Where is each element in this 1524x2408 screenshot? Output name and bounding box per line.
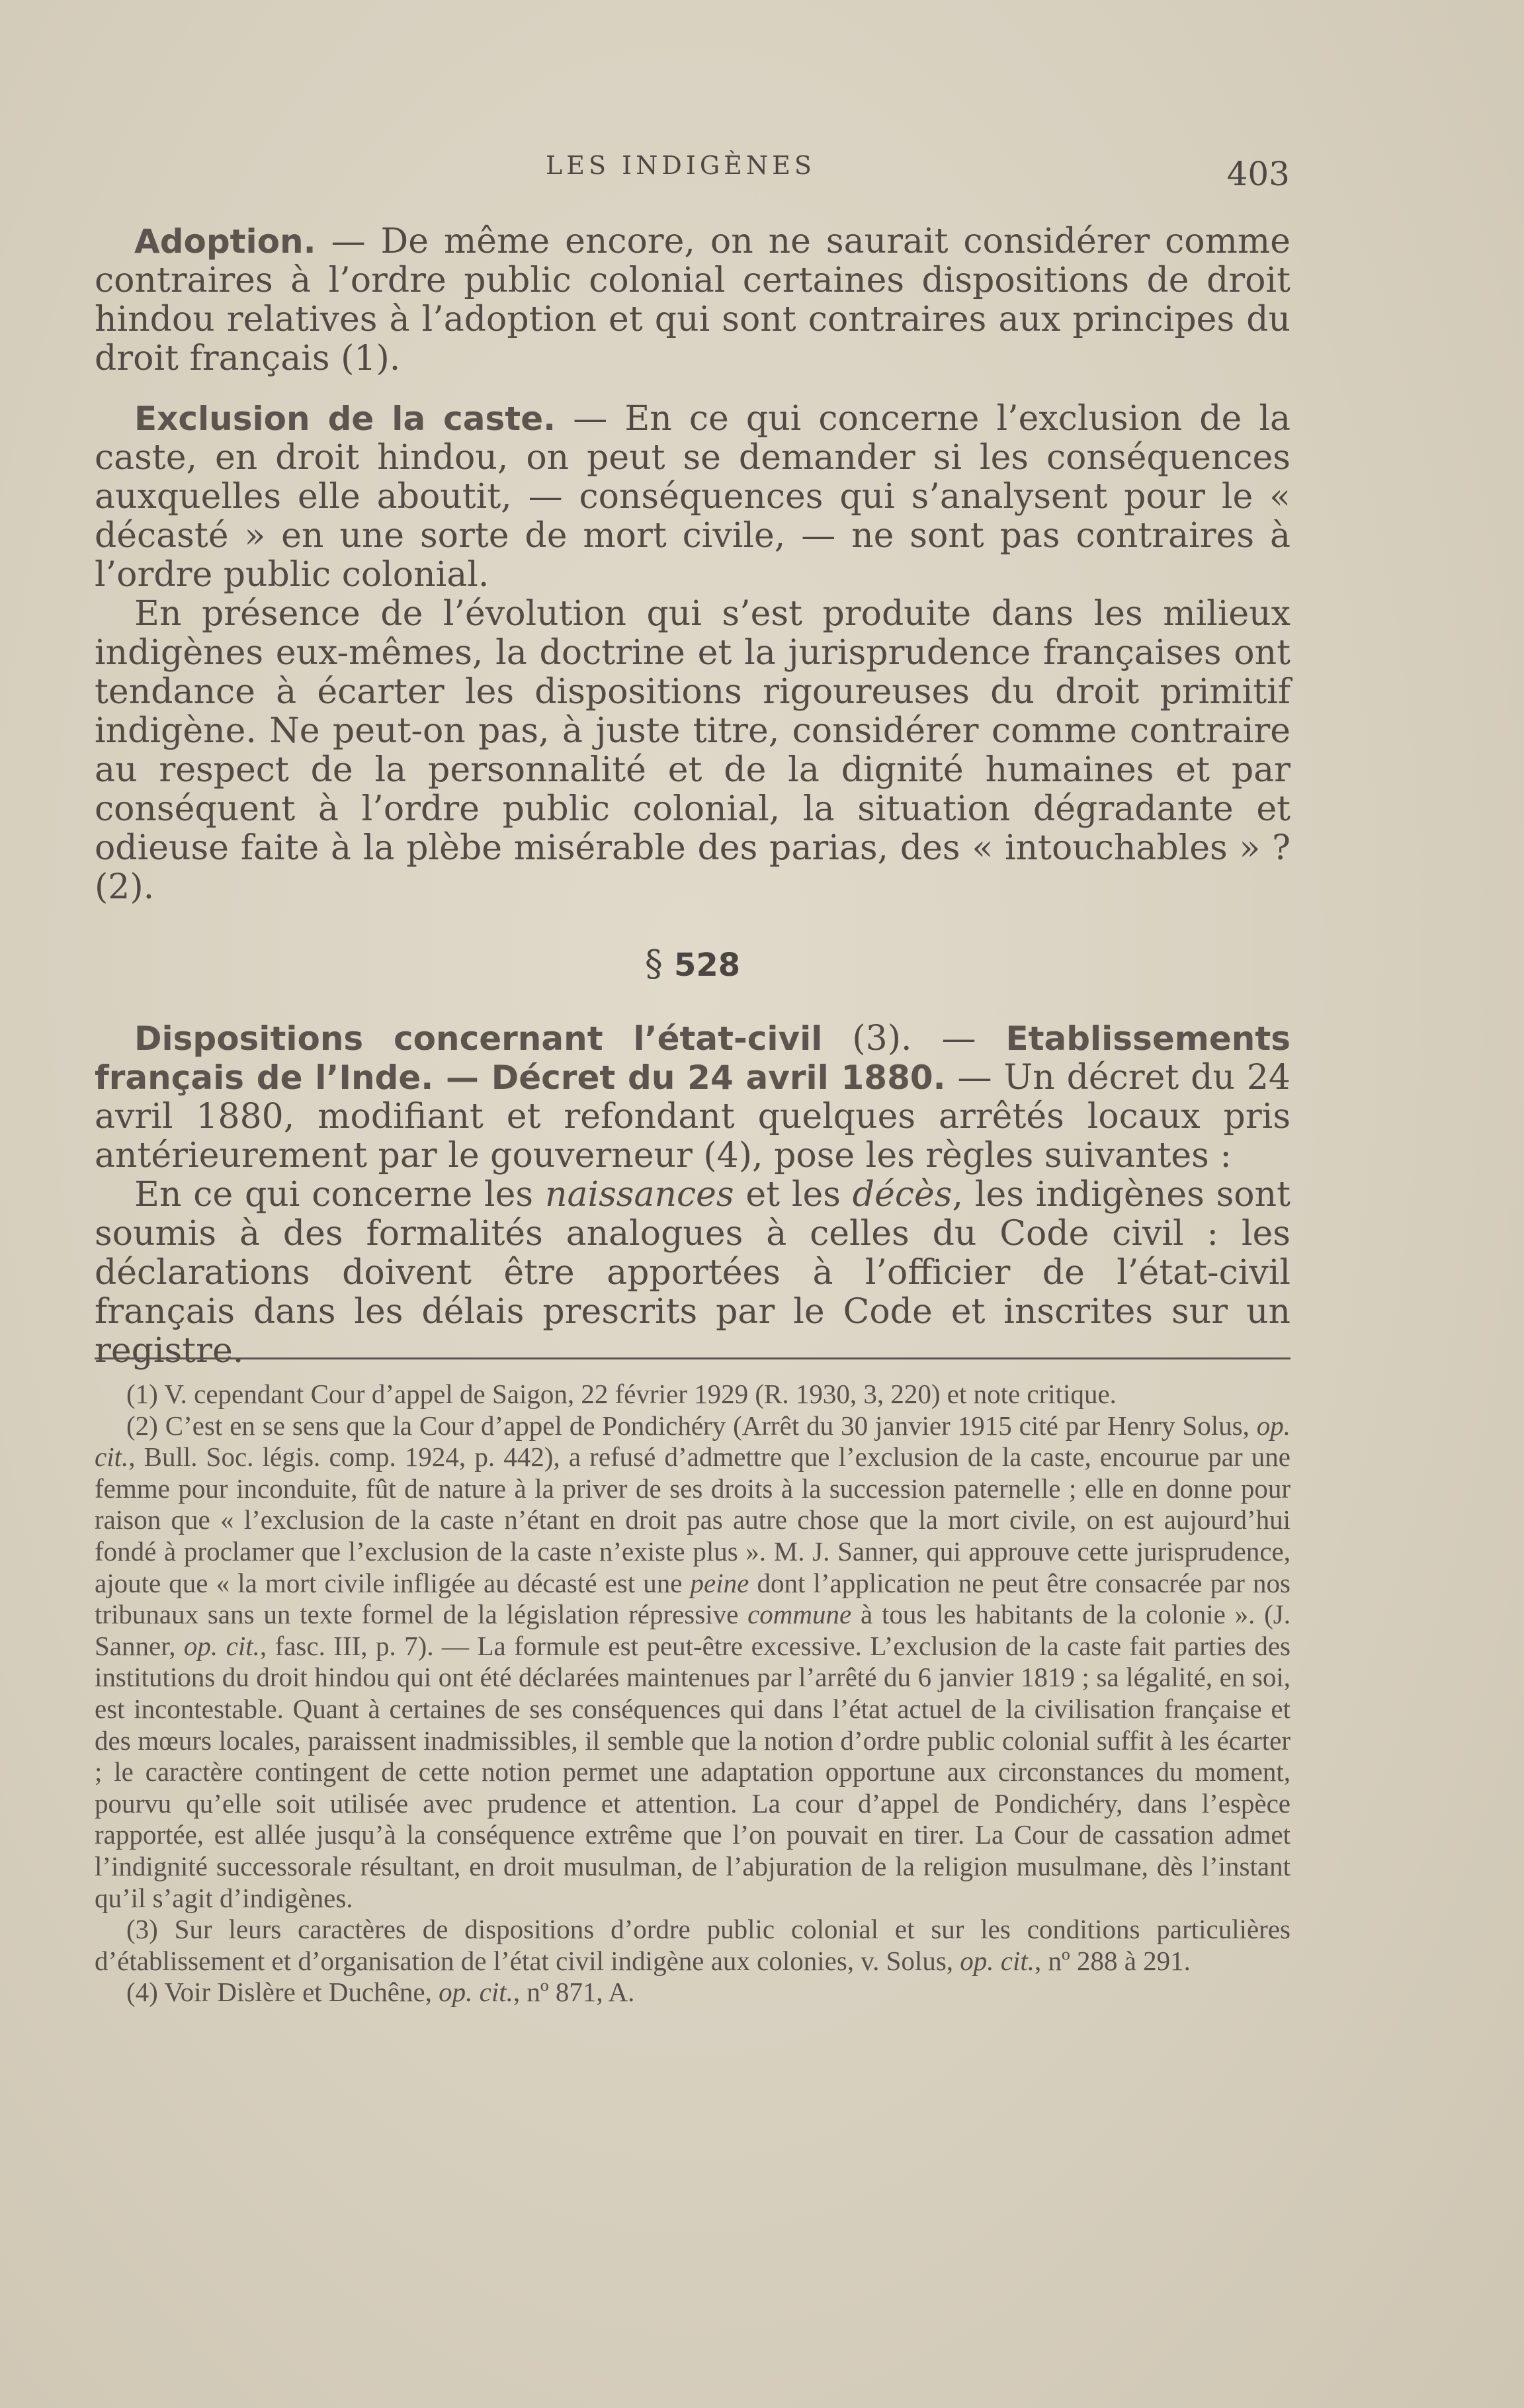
- italic-term: op. cit.: [95, 1410, 1291, 1473]
- heading-footnote-ref: (3). —: [822, 1019, 1006, 1058]
- text-run: dont l’application ne peut être consacrée par nos tribunaux sans un texte formel de la législation répressive: [95, 1567, 1291, 1630]
- footnote-1: (1) V. cependant Cour d’appel de Saigon, 22 février 1929 (R. 1930, 3, 220) et note critique.: [126, 1379, 1117, 1409]
- italic-term: décès: [852, 1175, 952, 1215]
- paragraph-evolution: En présence de l’évolution qui s’est produite dans les milieux indigènes eux-mêmes, la doctrine et la jurisprudence françaises ont tendance à écarter les dispositions rigoureuses du droit primitif indigène. Ne peut-on pas, à juste titre, considérer comme contraire au respect de la personnalité et de la dignité humaines et par conséquent à l’ordre public colonial, la situation dégradante et odieuse faite à la plèbe misérable des parias, des « intouchables » ? (2).: [95, 594, 1291, 907]
- text-run: et les: [734, 1175, 853, 1215]
- page-header: [96, 151, 1290, 191]
- footnote-4: [95, 1977, 1291, 2008]
- page-number: 403: [1226, 155, 1290, 193]
- text-run: , les indigènes sont soumis à des formalités analogues à celles du Code civil : les déclarations doivent être apportées à l’officier de l’état-civil français dans les délais prescrits par le Code et inscrites sur un registre.: [95, 1175, 1291, 1371]
- text-run: , nº 288 à 291.: [1035, 1945, 1191, 1976]
- paragraph-text: — De même encore, on ne saurait considérer comme contraires à l’ordre public colonial certaines dispositions de droit hindou relatives à l’adoption et qui sont contraires aux principes du droit français (1).: [95, 222, 1291, 378]
- footnote-3: [95, 1914, 1291, 1977]
- main-text: [95, 222, 1291, 1371]
- run-in-heading-adoption: Adoption.: [134, 222, 316, 261]
- italic-term: peine: [690, 1567, 749, 1598]
- text-run: En ce qui concerne les: [134, 1175, 545, 1215]
- footnote-rule: [95, 1357, 1291, 1359]
- section-heading: [95, 944, 1291, 985]
- paragraph-naissances: [95, 1176, 1291, 1371]
- section-sign: §: [644, 943, 663, 984]
- section-number: 528: [673, 947, 741, 984]
- text-run: , nº 871, A.: [513, 1977, 635, 2008]
- italic-term: op. cit.: [960, 1945, 1035, 1976]
- text-run: (4) Voir Dislère et Duchêne,: [126, 1977, 439, 2008]
- text-run: , fasc. III, p. 7). — La formule est peut-être excessive. L’exclusion de la caste fait parties des institutions du droit hindou qui ont été déclarées maintenues par l’arrêté du 6 janvier 1819 ; sa légalité, en soi, est incontestable. Quant à certaines de ses conséquences qui dans l’état actuel de la civilisation française et des mœurs locales, paraissent inadmissibles, il semble que la notion d’ordre public colonial suffit à les écarter ; le caractère contingent de cette notion permet une adaptation opportune aux circonstances du moment, pourvu qu’elle soit utilisée avec prudence et attention. La cour d’appel de Pondichéry, dans l’espèce rapportée, est allée jusqu’à la conséquence extrême que l’on pouvait en tirer. La Cour de cassation admet l’indignité successorale résultant, en droit musulman, de l’abjuration de la religion musulmane, dès l’instant qu’il s’agit d’indigènes.: [95, 1630, 1291, 1913]
- text-run: , Bull. Soc. légis. comp. 1924, p. 442), a refusé d’admettre que l’exclusion de la caste, encourue par une femme pour inconduite, fût de nature à la priver de ses droits à la succession paternelle ; elle en donne pour raison que « l’exclusion de la caste n’étant en droit pas autre chose que la mort civile, on est aujourd’hui fondé à proclamer que l’exclusion de la caste n’existe plus ». M. J. Sanner, qui approuve cette jurisprudence, ajoute que « la mort civile infligée au décasté est une: [95, 1441, 1291, 1598]
- italic-term: commune: [747, 1599, 852, 1630]
- italic-term: op. cit.: [183, 1630, 260, 1661]
- paragraph-text: — Un décret du 24 avril 1880, modifiant et refondant quelques arrêtés locaux pris antérieurement par le gouverneur (4), pose les règles suivantes :: [95, 1058, 1291, 1176]
- run-in-heading-dispositions: Dispositions concernant l’état-civil: [134, 1019, 823, 1058]
- text-run: (2) C’est en se sens que la Cour d’appel de Pondichéry (Arrêt du 30 janvier 1915 cité par Henry Solus,: [126, 1410, 1257, 1441]
- running-head: LES INDIGÈNES: [546, 151, 816, 180]
- run-in-heading-exclusion: Exclusion de la caste.: [134, 400, 556, 438]
- italic-term: naissances: [544, 1175, 734, 1215]
- footnotes: [95, 1379, 1291, 2008]
- paragraph-adoption: [95, 222, 1291, 378]
- footnote-2: [95, 1410, 1291, 1914]
- paragraph-text: — En ce qui concerne l’exclusion de la caste, en droit hindou, on peut se demander si les conséquences auxquelles elle aboutit, — conséquences qui s’analysent pour le « décasté » en une sorte de mort civile, — ne sont pas contraires à l’ordre public colonial.: [95, 399, 1291, 595]
- text-run: (3) Sur leurs caractères de dispositions d’ordre public colonial et sur les conditions particulières d’établissement et d’organisation de l’état civil indigène aux colonies, v. Solus,: [95, 1914, 1291, 1976]
- italic-term: op. cit.: [439, 1977, 513, 2008]
- paragraph-dispositions: [95, 1019, 1291, 1176]
- text-run: à tous les habitants de la colonie ». (J. Sanner,: [95, 1599, 1291, 1661]
- paragraph-exclusion: [95, 400, 1291, 595]
- run-in-heading-decree: Etablissements français de l’Inde. — Décret du 24 avril 1880.: [95, 1019, 1291, 1097]
